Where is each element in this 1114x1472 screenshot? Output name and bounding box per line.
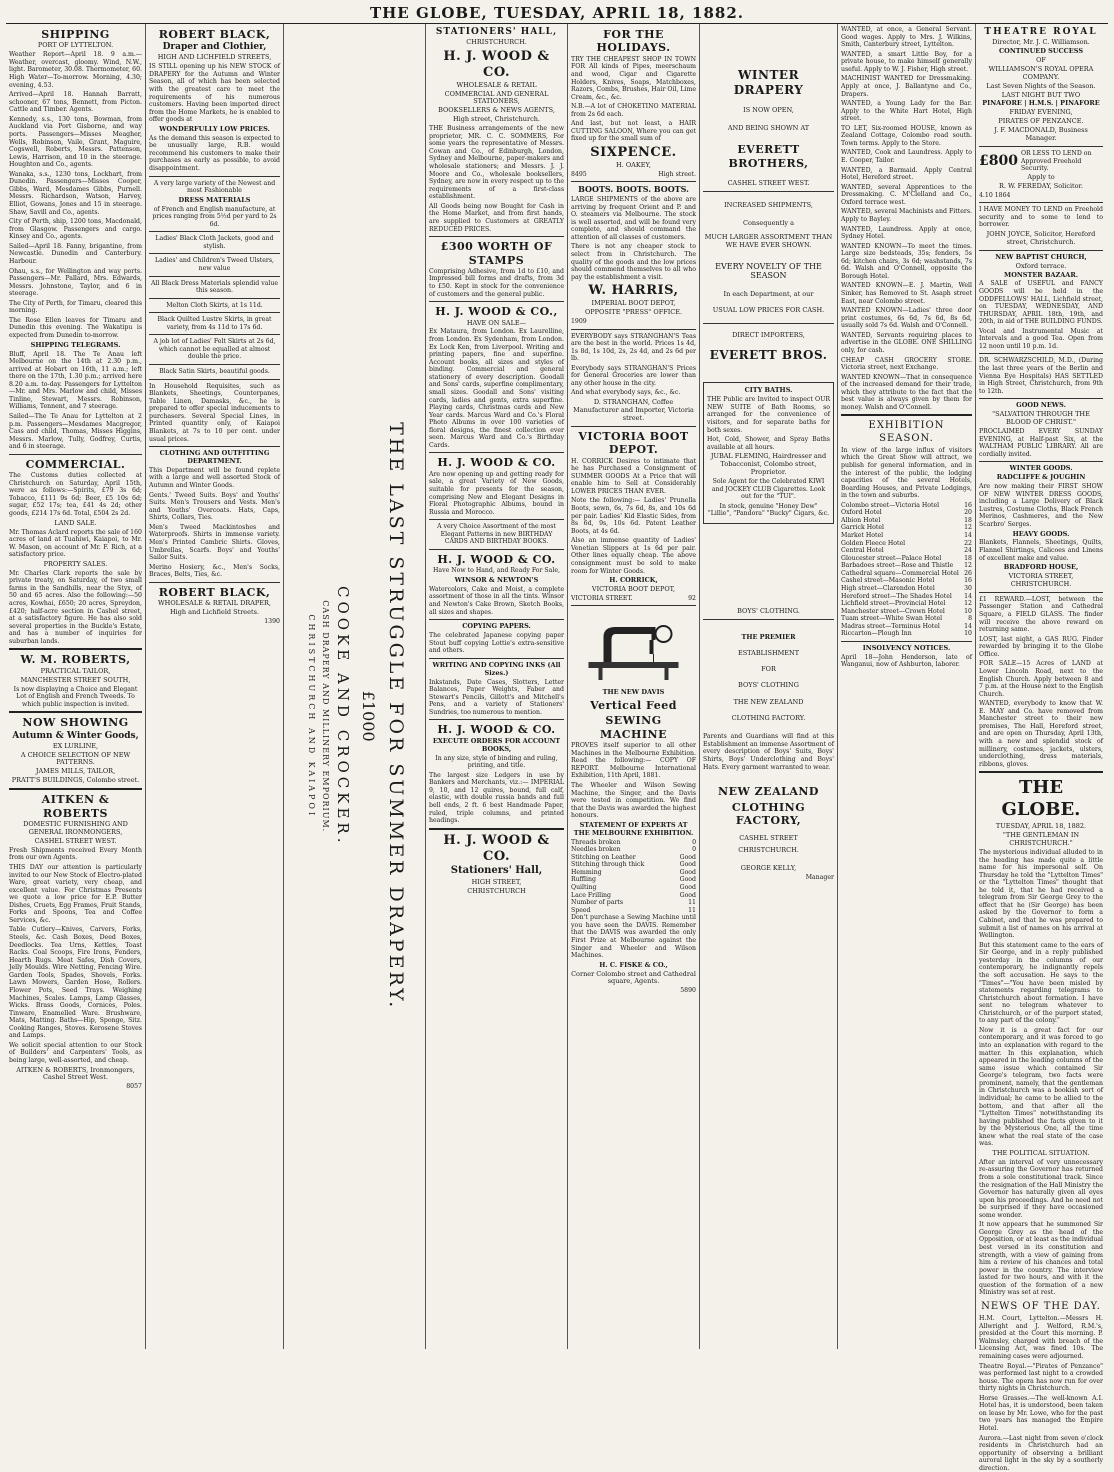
victoria-heading: VICTORIA BOOT DEPOT. — [578, 429, 689, 457]
shipping-note-1: The City of Perth, for Timaru, cleared this morning. — [9, 299, 142, 315]
radcliffe-text-1: Are now making their FIRST SHOW OF NEW WINTER DRESS GOODS, including a Large Delivery of Black Lustres, Costume Cloths, Black French Merinos, Cashmeres, and the New Scarbro' Serges. — [979, 483, 1103, 528]
may-text: WANTED, everybody to know that W. E. MAY and Co. have removed from Manchester street to their new premises, The Hall, Hereford street, and are open on Thursday, April 13th, with a new and splendid stock of millinery, costumes, jackets, ulsters, underclothing, dress materials, ribbons, gloves. — [979, 700, 1103, 768]
wood-text-12: The largest size Ledgers in use by Bankers and Merchants, viz.:— IMPERIAL 9, 10, and 12 quires, bound, full calf, elastic, with double russia bands and full bell ends, 2 ft. 6 best Handmade Paper, ruled, triple columns, and printed headings. — [429, 771, 564, 825]
hotel-row: Cashel street—Masonic Hotel 16 — [841, 577, 972, 585]
hotel-row: Manchester street—Crown Hotel 10 — [841, 607, 972, 615]
wood-sub-1: WHOLESALE & RETAIL — [456, 80, 537, 89]
reward-text: £1 REWARD.—LOST, between the Passenger Station and Cathedral Square, a FIELD GLASS. The finder will receive the above reward on returning same. — [979, 595, 1103, 634]
heavy-goods: HEAVY GOODS. — [1012, 529, 1070, 538]
hotel-row: Barbadoes street—Rose and Thistle 12 — [841, 562, 972, 570]
bazaar-heading: MONSTER BAZAAR. — [1004, 270, 1078, 279]
wanted-ad: WANTED KNOWN—E. J. Martin, Well Sinker, has Removed to St. Asaph street East, near Colombo street. — [841, 282, 972, 305]
wood-winsor: WINSOR & NEWTON'S — [454, 575, 539, 584]
wanted-ad: MACHINIST WANTED for Dressmaking. Apply at once, J. Ballantyne and Co., Drapers. — [841, 75, 972, 98]
loan-text: OR LESS TO LEND on Approved Freehold Security. — [1020, 150, 1092, 173]
theatre-company: WILLIAMSON'S ROYAL OPERA COMPANY. — [988, 64, 1094, 81]
black-text-8: Melton Cloth Skirts, at 1s 11d. — [166, 301, 263, 309]
political-text-2: It now appears that he summoned Sir George Grey as the head of the Opposition, or at least as the individual best versed in its constitution and strength, with a view of gaining from him a review of his chances and total power in the country. The interview lasted for two hours, and with it the question of the formation of a new Ministry was set at rest. — [979, 1221, 1103, 1297]
wood-text-2: All Goods being now Bought for Cash in the Home Market, and from first hands, are supplied to Customers at GREATLY REDUCED PRICES. — [429, 202, 564, 233]
harris-address: OPPOSITE "PRESS" OFFICE. — [584, 308, 683, 317]
black-signature: ROBERT BLACK, — [158, 585, 271, 599]
davis-text-1: PROVES itself superior to all other Machines in the Melbourne Exhibition. Read the following:— COPY OF REPORT. Melbourne International Exhibition, 11th April, 1881. — [571, 742, 696, 780]
davis-sewing: SEWING MACHINE — [600, 714, 667, 741]
usual-prices: USUAL LOW PRICES FOR CASH. — [712, 305, 825, 314]
baptist-heading: NEW BAPTIST CHURCH, — [995, 252, 1087, 261]
wood-copying: COPYING PAPERS. — [462, 622, 531, 631]
wanted-ad: WANTED, several Machinists and Fitters. Apply to Bayley. — [841, 208, 972, 223]
everett-brothers: EVERETT BROTHERS, — [728, 143, 809, 170]
aitken-number: 8057 — [126, 1083, 142, 1091]
bazaar-text-2: Vocal and Instrumental Music at Intervals and a good Tea. Open from 12 noon until 10 p.m. 1d. — [979, 327, 1103, 350]
hotel-row: Golden Fleece Hotel 22 — [841, 539, 972, 547]
column-wanted — [838, 24, 976, 1349]
winter-now-open: IS NOW OPEN, — [743, 106, 794, 115]
each-department: In each Department, at our — [723, 290, 814, 299]
theatre-heading: THEATRE ROYAL — [984, 27, 1098, 37]
corrick-address: VICTORIA STREET. — [571, 594, 633, 602]
wanted-ad: WANTED, a Barmaid. Apply Central Hotel, Hereford street. — [841, 166, 972, 182]
now-showing-heading: NOW SHOWING — [22, 716, 129, 730]
boys-text: Parents and Guardians will find at this Establishment an immense Assortment of every description of Boys' Suits, Boys' Shirts, Boys' Underclothing and Boys' Hats. Every garment warranted to wear. — [703, 733, 834, 771]
black-address: HIGH AND LICHFIELD STREETS, — [157, 53, 272, 62]
result-row: Needles broken 0 — [571, 846, 696, 854]
arrival-2: Kennedy, s.s., 130 tons, Bowman, from Auckland via Port Gisborne, and way ports. Passengers—Misses Meagher, Wells, Robinson, Vaile, Grant, Maguire, Cogswell, Roberts, Messrs. Pattenson, Lewis, Harrison, and 10 in the steerage. Houghton and Co., agents. — [9, 115, 142, 169]
nz-cashel: CASHEL STREET — [739, 834, 798, 843]
theatre-director: Director, Mr. J. C. Williamson. — [992, 37, 1090, 46]
black-signature-2: WHOLESALE & RETAIL DRAPER, — [157, 599, 271, 608]
stranghan-text-3: And what everybody says, &c., &c. — [571, 389, 681, 397]
harris-text-2: There is not any cheaper stock to select from in Christchurch. The quality of the goods and the low prices should commend themselves to all who pay the establishment a visit. — [571, 243, 696, 281]
davis-statement: STATEMENT OF EXPERTS AT THE MELBOURNE EXHIBITION. — [573, 820, 694, 837]
hotel-row: Tuam street—White Swan Hotel 8 — [841, 615, 972, 623]
theatre-of: OF — [1036, 55, 1046, 64]
roberts-name: W. M. ROBERTS, — [20, 653, 131, 667]
theatre-manager: J. F. MACDONALD, Business Manager. — [994, 126, 1088, 143]
black-text-11: Black Satin Skirts, beautiful goods. — [159, 368, 270, 376]
political-text-1: After an interval of very unnecessary re-assuring the Governor has returned from a sole constitutional track. Since the resignation of the Hall Ministry the Governor has naturally given all eyes upon his proceedings. And he need not be surprised if they have occasioned some wonder. — [979, 1158, 1103, 1219]
wood-footer-city: CHRISTCHURCH — [467, 886, 526, 895]
harris-sub: IMPERIAL BOOT DEPOT, — [591, 299, 676, 308]
wood-text-10: Inkstands, Date Cases, Slotters, Letter Balances, Paper Weights, Faber and Stewart's Pencils, Gillott's and Mitchell's Pens, and a variety of Stationers' Sundries, too numerous to mention. — [429, 678, 564, 716]
davis-results — [571, 839, 696, 915]
wanted-ad: CHEAP CASH GROCERY STORE. Victoria street, next Exchange. — [841, 356, 972, 372]
wood-sub-3: BOOKSELLERS & NEWS AGENTS, — [438, 106, 555, 115]
exhibition-heading: EXHIBITION SEASON. — [868, 420, 945, 444]
hotel-list — [841, 502, 972, 638]
column-shipping — [6, 24, 146, 1349]
black-sub: Draper and Clothier, — [162, 42, 267, 53]
premier-2: ESTABLISHMENT — [737, 648, 800, 657]
wanted-ad: WANTED, Cook and Laundress. Apply to E. Cooper, Tailor. — [841, 149, 972, 164]
davis-heading: THE NEW DAVIS — [602, 688, 665, 697]
aitken-list: Table Cutlery—Knives, Carvers, Forks, Steels, &c. Cash Boxes, Deed Boxes, Deedlocks. Tea Urns, Kettles, Toast Racks. Coal Scoops, Fire Irons, Fenders, Hearth Rugs. Meat Safes, Dish Covers, Jelly Moulds. Wire Netting, Fencing Wire. Garden Tools, Spades, Shovels, Forks. Lawn Mowers, Garden Hose, Rollers. Flower Pots, Seed Trays. Weighing Machines, Scales. Lamps, Lamp Glasses, Wicks. Brass Goods, Cornices, Poles. Tinware, Enamelled Ware. Brushware, Mats, Matting. Baths—Hip, Sponge, Sitz. Cooking Ranges, Stoves. Kerosene Stoves and Lamps. — [9, 926, 142, 1040]
winter-drapery: WINTER DRAPERY — [733, 68, 804, 97]
wood-sub-2: COMMERCIAL AND GENERAL STATIONERS, — [444, 89, 549, 106]
wood-name: H. J. WOOD & CO. — [443, 48, 550, 80]
port-heading: PORT OF LYTTELTON. — [37, 41, 114, 50]
wanted-ad: WANTED, several Apprentices to the Dressmaking. C. M'Clelland and Co., Oxford terrace west. — [841, 183, 972, 206]
wood-city: CHRISTCHURCH. — [466, 37, 527, 46]
exhibition-text: In view of the large influx of visitors which the Great Show will attract, we publish for general information, and in the interest of the public, the lodging capacities of the several Hotels, Boarding Houses, and Private Lodgings, in the town and suburbs. — [841, 446, 972, 500]
wood-footer-name: H. J. WOOD & CO. — [443, 832, 550, 864]
good-news: GOOD NEWS. — [1016, 401, 1066, 410]
loan-fereday: R. W. FEREDAY, Solicitor. — [998, 181, 1084, 190]
hotel-row: Madras street—Terminus Hotel 14 — [841, 622, 972, 630]
wanted-ad: WANTED, Laundress. Apply at once, Sydney Hotel. — [841, 225, 972, 241]
corrick-text-3: Also an immense quantity of Ladies' Venetian Slippers at 1s 6d per pair. Other lines equally cheap. The above consignment must be sold to make room for Winter Goods. — [571, 537, 696, 575]
black-signature-3: High and Lichfield Streets. — [169, 608, 260, 617]
result-row: Stitching through thick Good — [571, 861, 696, 869]
vert-sub: CASH DRAPERY AND MILLINERY EMPORIUM. — [321, 600, 331, 833]
hotel-row: Market Hotel 14 — [841, 532, 972, 539]
black-title: ROBERT BLACK, — [158, 28, 271, 41]
davis-text-2: The Wheeler and Wilson Sewing Machine, the Singer, and the Davis were tested in competition. We find that the Davis was awarded the highest honours. — [571, 781, 696, 820]
for-sale-text: FOR SALE—15 Acres of LAND at Lower Lincoln Road, next to the English Church. Apply between 8 and 7 p.m. at the House next to the English Church. — [979, 660, 1103, 698]
corrick-number: 92 — [688, 594, 696, 602]
theatre-pinafore: PINAFORE | H.M.S. | PINAFORE — [982, 99, 1100, 108]
black-text-12: In Household Requisites, such as Blankets, Sheetings, Counterpanes, Table Linen, Damasks, &c., he is prepared to offer special inducements to purchasers. Several Special Lines, in Printed quantity only, of Kaiapoi Blankets, at 7s to 10 per cent. under usual prices. — [149, 382, 280, 443]
aitken-text-2: THIS DAY our attention is particularly invited to our New Stock of Electro-plated Ware, great variety, very cheap, and excellent value. For Christmas Presents we quote a low price for E.P. Butter Dishes, Cruets, Egg Frames, Fruit Stands, Forks and Spoons, Tea and Coffee Services, &c. — [9, 863, 142, 924]
insolvency-text: April 18—John Henderson, late of Wanganui, now of Ashburton, laborer. — [841, 653, 972, 669]
wood-name-4: H. J. WOOD & CO. — [437, 552, 556, 566]
oakey-text-1: TRY THE CHEAPEST SHOP IN TOWN FOR All kinds of Pipes, meerschaum and wood, Cigar and Cigarette Holders, Knives, Soaps, Matchboxes, Razors, Combs, Brushes, Hair Oil, Lime Cream, &c., &c. — [571, 55, 696, 101]
joyce-name: JOHN JOYCE, Solicitor, Hereford street, Christchurch. — [986, 229, 1096, 246]
aitken-text-1: Fresh Shipments received Every Month from our own Agents. — [9, 846, 142, 862]
black-text-9: Black Quilted Lustre Skirts, in great variety, from 4s 11d to 17s 6d. — [157, 316, 272, 331]
gentleman-text-1: The mysterious individual alluded to in the heading has made quite a little name for his impersonal self. On Thursday he told the "Lyttelton Times" or the "Lyttelton Times" thought that he told it, that he had received a telegram from Sir George Grey to the effect that he (Sir George) has been asked by the Governor to form a Cabinet, and that he was prepared to submit a list of names on his arrival at Wellington. — [979, 848, 1103, 940]
wood-footer-sub: Stationers' Hall, — [450, 865, 543, 877]
hotel-row: Colombo street—Victoria Hotel 16 — [841, 501, 972, 509]
roberts-address: MANCHESTER STREET SOUTH, — [20, 675, 131, 684]
column-cooke-crocker — [284, 24, 426, 1349]
theatre-two: LAST NIGHT BUT TWO — [1001, 90, 1081, 99]
roberts-trade: PRACTICAL TAILOR, — [40, 666, 111, 675]
nz-3: NEW ZEALAND — [718, 785, 819, 799]
wanted-list — [841, 26, 972, 411]
lost-text: LOST, last night, a GAS RUG. Finder rewarded by bringing it to the Globe Office. — [979, 635, 1103, 658]
wanted-ad: WANTED KNOWN—To meet the times. Large size bedsteads, 35s; fenders, 5s 6d; kitchen chairs, 3s 6d; washstands, 7s 6d. Walsh and O'Connell, opposite the Borough Hotel. — [841, 242, 972, 280]
vertical-advert — [287, 26, 422, 1336]
oakey-text-3: And last, but not least, a HAIR CUTTING SALOON, Where you can get fixed up for the small sum of — [571, 120, 696, 143]
news-heading: NEWS OF THE DAY. — [981, 1300, 1101, 1312]
telegram-2: Sailed—The Te Anau for Lyttelton at 2 p.m. Passengers—Mesdames Macgregor, Cass and child, Thomas, Misses Higgins, Messrs. Marlow, Tully, Godfrey, Curtis, and 6 in steerage. — [9, 413, 142, 451]
result-row: Speed 11 — [571, 906, 696, 914]
black-text-3: A very large variety of the Newest and most Fashionable — [153, 179, 276, 195]
column-robert-black — [146, 24, 284, 1349]
city-baths-text-4: In stock, genuine "Honey Dew" "Lillie", "Pandora" "Bucky" Cigars, &c. — [707, 502, 830, 518]
sewing-machine-illustration — [571, 612, 696, 682]
masthead: THE GLOBE, TUESDAY, APRIL 18, 1882. — [6, 4, 1108, 24]
everett-bros: EVERETT BROS. — [709, 347, 828, 362]
black-text-16: Merino Hosiery, &c., Men's Socks, Braces, Belts, Ties, &c. — [149, 563, 280, 579]
result-row: Lace Frilling Good — [571, 891, 696, 899]
column-holidays — [568, 24, 700, 1349]
black-text-5: Ladies' Black Cloth Jackets, good and stylish. — [155, 235, 274, 250]
land-sale-heading: LAND SALE. — [54, 518, 97, 527]
black-text-15: Men's Tweed Mackintoshes and Waterproofs. Shirts in immense variety. Men's Printed Cambric Shirts. Gloves, Umbrellas, Scarfs. Boys' and Youths' Sailor Suits. — [149, 523, 280, 562]
premier-3: BOYS' CLOTHING — [738, 680, 799, 689]
city-baths-text-2: Hot, Cold, Shower, and Spray Baths available at all hours. — [707, 436, 830, 451]
salvation: "SALVATION THROUGH THE BLOOD OF CHRIST." — [992, 410, 1090, 427]
boots-heading: BOOTS. BOOTS. BOOTS. — [578, 184, 689, 195]
wood-footer-address: HIGH STREET, — [471, 877, 522, 886]
wanted-ad: WANTED KNOWN—Ladies' three door print costumes, 6s 6d, 7s 6d, 8s 6d, usually sold 7s 6d. Walsh and O'Connell. — [841, 307, 972, 330]
news-item: H.M. Court, Lyttelton.—Messrs H. Allwright and J. Welford, R.M.'s, presided at the Court this morning. P. Walmsley, charged with breach of the Licensing Act, was fined 10s. The remaining cases were adjourned. — [979, 1315, 1103, 1360]
result-row: Threads broken 0 — [571, 838, 696, 846]
column-everett — [700, 24, 838, 1349]
wood-text-6: A very Choice Assortment of the most Elegant Patterns in new BIRTHDAY CARDS AND BIRTHDAY BOOKS. — [437, 523, 556, 546]
hotel-row: Lichfield street—Provincial Hotel 12 — [841, 600, 972, 608]
wood-name-3: H. J. WOOD & CO. — [437, 456, 556, 470]
telegram-1: Bluff, April 18. The Te Anau left Melbourne on the 14th at 2.30 p.m., arrived at Hobart on 16th, 11 a.m.; left there on the 17th, 1.30 p.m.; arrived here 8.20 a.m. to-day. Passengers for Lyttelton—Mr. and Mrs. Marlow and child, Misses Tinline, Stewart, Messrs. Robinson, Williams, Tennent, and 7 steerage. — [9, 350, 142, 411]
black-text-1: IS STILL opening up his NEW STOCK of DRAPERY for the Autumn and Winter Season, all of which has been selected with the greatest care to meet the requirements of his numerous customers. Having been imported direct from the Home Markets, he is enabled to offer goods at — [149, 63, 280, 124]
theatre-pirates: PIRATES OF PENZANCE. — [998, 117, 1084, 126]
commercial-heading: COMMERCIAL. — [25, 457, 126, 471]
vert-firm: COOKE AND CROCKER. — [334, 585, 353, 847]
wanted-ad: WANTED, Servants requiring places to advertise in the GLOBE. ONE SHILLING only, for cash. — [841, 331, 972, 354]
news-item: Aurora.—Last night from seven o'clock residents in Christchurch had an opportunity of observing a brilliant auroral light in the sky by a southerly direction. — [979, 1434, 1103, 1472]
result-row: Ruffling Good — [571, 876, 696, 884]
nz-4: CLOTHING FACTORY, — [731, 800, 806, 827]
sailed-2: Ohau, s.s., for Wellington and way ports. Passengers—Mr. Pallard, Mrs. Edwards, Messrs. Johnstone, Taylor, and 6 in steerage. — [9, 267, 142, 298]
shipping-heading: SHIPPING — [41, 28, 110, 41]
wood-title: STATIONERS' HALL, — [435, 27, 558, 37]
loan-amount: £800 — [979, 152, 1018, 169]
wanted-ad: WANTED KNOWN—That in consequence of the increased demand for their trade, which they attribute to the fact that the best value is always given by them for money. Walsh and O'Connell. — [841, 373, 972, 411]
vert-amount: £1000 — [359, 690, 379, 742]
globe-title: THE GLOBE. — [1001, 777, 1081, 821]
wanted-ad: WANTED, a smart Little Boy, for a private house, to make himself generally useful. Apply to W. J. Fisher, High street. — [841, 50, 972, 73]
stranghan-text-1: EVERYBODY says STRANGHAN'S Teas are the best in the world. Prices 1s 4d, 1s 8d, 1s 10d, 2s, 2s 4d, and 2s 6d per lb. — [571, 332, 696, 363]
harris-name: W. HARRIS, — [588, 283, 679, 299]
black-wonder: WONDERFULLY LOW PRICES. — [159, 124, 270, 133]
black-text-4: of French and English manufacture, at prices ranging from 5½d per yard to 2s 6d. — [152, 205, 277, 228]
radcliffe-joughin: RADCLIFFE & JOUGHIN — [996, 473, 1086, 482]
wood-name-5: H. J. WOOD & CO. — [437, 723, 556, 737]
result-row: Quilting Good — [571, 884, 696, 892]
hotel-row: Cathedral square—Commercial Hotel 26 — [841, 569, 972, 577]
hotel-row: Riccarton—Plough Inn 10 — [841, 630, 972, 638]
oakey-number: 8495 — [571, 170, 587, 178]
telegrams-heading: SHIPPING TELEGRAMS. — [30, 340, 121, 349]
arrival-1: Arrived—April 18. Hannah Barratt, schooner, 67 tons, Bennett, from Picton. Cattle and Timber. Agents. — [9, 91, 142, 114]
much-larger: MUCH LARGER ASSORTMENT THAN WE HAVE EVER SHOWN. — [704, 232, 833, 249]
davis-text-3: Don't purchase a Sewing Machine until you have seen the DAVIS. Remember that the DAVIS was awarded the only First Prize at Melbourne against the Singer and Wheeler and Wilson Machines. — [571, 914, 696, 960]
hotel-row: Oxford Hotel 20 — [841, 509, 972, 517]
news-item: Horse Grasses.—The well-known A.I. Hotel has, it is understood, been taken on lease by Mr. Lowe, who for the past two years has managed the Empire Hotel. — [979, 1394, 1103, 1432]
stranghan-signature: D. STRANGHAN, Coffee Manufacturer and Importer, Victoria street. — [573, 398, 694, 422]
corrick-text-2: Note the following:— Ladies' Prunella Boots, sewn, 6s, 7s 6d, 8s, and 10s 6d per pair. Ladies' Kid Elastic Sides, from 8s 6d, 9s, 10s 6d. Patent Leather Boots, at 4s 6d. — [571, 497, 696, 535]
wood-execute: EXECUTE ORDERS FOR ACCOUNT BOOKS, — [432, 736, 561, 753]
insolvency-heading: INSOLVENCY NOTICES. — [862, 643, 951, 652]
vert-city: CHRISTCHURCH AND KAIAPOI — [307, 614, 317, 819]
loan-number: 4.10 1864 — [979, 191, 1011, 199]
theatre-success: CONTINUED SUCCESS — [998, 46, 1084, 55]
black-text-14: Gents.' Tweed Suits. Boys' and Youths' Suits. Men's Trousers and Vests. Men's and Youths' Overcoats. Hats, Caps, Shirts, Collars, Ties. — [149, 491, 280, 522]
wood-text-8: Watercolors, Cake and Moist, a complete assortment of those in all the tints. Winsor and Newton's Cake Brown, Sketch Books, all sizes and shapes. — [429, 585, 564, 616]
radcliffe-text-2: Blankets, Flannels, Sheetings, Quilts, Flannel Shirtings, Calicoes and Linens of excellent make and value. — [979, 539, 1103, 562]
harris-number: 1909 — [571, 317, 587, 325]
roberts-text: Is now displaying a Choice and Elegant Lot of English and French Tweeds. To which public inspection is invited. — [13, 685, 138, 708]
news-item: Theatre Royal.—"Pirates of Penzance" was performed last night to a crowded house. The opera has now run for over thirty nights in Christchurch. — [979, 1362, 1103, 1393]
black-text-2: As the demand this season is expected to be unusually large, R.B. would recommend his customers to make their purchases as early as possible, to avoid disappointment. — [149, 134, 280, 172]
gentleman-text-3: Now it is a great fact for our contemporary, and it was forced to go into an explanation with regard to the matter. In this explanation, which appeared in the leading columns of the same issue which contained Sir George's telegram, two facts were prominent, namely, that the gentleman in Christchurch was a bookish sort of individual; he came to be allied to the bottom, and that after all the "Lyttelton Times" notwithstanding its having published the facts given to it by the Mysterious One, all the time knew what the real state of the case was. — [979, 1026, 1103, 1148]
every-novelty: EVERY NOVELTY OF THE SEASON — [715, 261, 822, 281]
political-heading: THE POLITICAL SITUATION. — [992, 1148, 1090, 1157]
now-showing-ship: EX LURLINE, — [52, 741, 99, 750]
direct-importers: DIRECT IMPORTERS, — [732, 330, 805, 339]
wood-text-7: Have Now to Hand, and Ready For Sale, — [433, 567, 560, 575]
fiske-address: Corner Colombo street and Cathedral square, Agents. — [571, 969, 696, 986]
black-text-10: A job lot of Ladies' Felt Skirts at 2s 6d, which cannot be equalled at almost double the price. — [153, 338, 276, 361]
wood-text-3: Comprising Adhesive, from 1d to £10, and Impressed bill forms and drafts, from 3d to £50. Kept in stock for the convenience of customers and the general public. — [429, 267, 564, 298]
now-showing-tailor: JAMES MILLS, TAILOR, — [35, 767, 116, 776]
premier-1: THE PREMIER — [741, 632, 796, 641]
wanted-ad: WANTED, a Young Lady for the Bar. Apply to the White Hart Hotel, High street. — [841, 100, 972, 123]
hotel-row: Albion Hotel 18 — [841, 516, 972, 524]
boys-clothing: BOYS' CLOTHING. — [737, 606, 800, 615]
wanted-ad: TO LET, Six-roomed HOUSE, known as Zealand Cottage, Colombo road south. Town terms. Apply to the Store. — [841, 124, 972, 147]
wood-text-4: Ex Mataura, from London. Ex Laurelline, from London. Ex Sydenham, from London. Ex Lock Ken, from Liverpool. Writing and printing papers, fine and superfine. Account books, all sizes and styles of binding. Commercial and general stationery of every description. Goodall and Sons' cards, superfine complimentary, small sizes. Goodall and Sons' visiting cards, ladies and gents, extra superfine. Playing cards, Christmas cards and New Year cards. Marcus Ward and Co.'s Floral Photo Albums in over 100 varieties of floral designs, the finest collection ever seen. Marcus Ward and Co.'s Birthday Cards. — [429, 328, 564, 449]
aitken-address: CASHEL STREET WEST. — [34, 836, 117, 845]
hotel-row: Hereford street—The Shades Hotel 14 — [841, 592, 972, 600]
city-baths-heading: CITY BATHS. — [744, 386, 793, 395]
nz-1: THE NEW ZEALAND — [733, 698, 804, 707]
hotel-row: Garrick Hotel 12 — [841, 524, 972, 532]
result-row: Number of parts 11 — [571, 899, 696, 907]
vert-heading: THE LAST STRUGGLE FOR SUMMER DRAPERY. — [385, 422, 408, 1011]
schwarzschild-text: DR. SCHWARZSCHILD, M.D., (During the last three years of the Berlin and Vienna Eye Hospitals) HAS SETTLED in High Street, Christchurch, from 9th to 12th. — [979, 357, 1103, 395]
winter-goods: WINTER GOODS. — [1009, 464, 1073, 473]
theatre-friday: FRIDAY EVENING, — [1009, 108, 1073, 117]
nz-2: CLOTHING FACTORY. — [731, 714, 806, 723]
nz-city: CHRISTCHURCH. — [738, 846, 799, 855]
aitken-signature: AITKEN & ROBERTS, Ironmongers, Cashel Street West. — [16, 1065, 135, 1082]
city-baths-text-3: Sole Agent for the Celebrated KIWI and JOCKEY CLUB Cigarettes. Look out for the "TUI". — [711, 478, 826, 501]
aitken-text-3: We solicit special attention to our Stock of Builders' and Carpenters' Tools, as being large, well-assorted, and cheap. — [9, 1041, 142, 1064]
theatre-last: Last Seven Nights of the Season. — [986, 81, 1096, 90]
jubal-fleming: JUBAL FLEMING, Hairdresser and Tobacconist, Colombo street, Proprietor. — [710, 452, 827, 477]
everett-address: CASHEL STREET WEST. — [727, 178, 810, 187]
now-showing-address: PRATT'S BUILDINGS, Colombo street. — [11, 776, 140, 785]
wood-sale: HAVE ON SALE— — [466, 318, 527, 327]
oakey-address: High street. — [658, 170, 696, 178]
consequently: Consequently a — [743, 218, 794, 227]
hotel-row: Central Hotel 24 — [841, 547, 972, 555]
oakey-name: H. OAKEY, — [616, 160, 651, 169]
sailed-1: Sailed—April 18. Fanny, brigantine, from Newcastle. Dunedin and Canterbury. Harbour. — [9, 242, 142, 265]
premier-for: FOR — [761, 664, 776, 673]
corrick-sub: VICTORIA BOOT DEPOT, — [591, 584, 676, 593]
fiske-name: H. C. FISKE & CO., — [599, 960, 668, 969]
baptist-sub: Oxford terrace. — [1015, 261, 1067, 270]
shipping-note-2: The Rose Ellen leaves for Timaru and Dunedin this evening. The Wakatipu is expected from Dunedin to-morrow. — [9, 316, 142, 340]
holidays-heading: FOR THE HOLIDAYS. — [596, 28, 671, 55]
wood-name-2: H. J. WOOD & CO., — [435, 305, 558, 319]
wood-stamps: £300 WORTH OF STAMPS — [440, 240, 553, 267]
property-sales-text: Mr. Charles Clark reports the sale by private treaty, on Saturday, of two small farms in the Sandhills, near the Styx, of 50 and 65 acres. Also the following:—50 acres, Kowhai, £650; 20 acres, Spreydon, £420; half-acre section in Cashel street, at a satisfactory figure. He has also sold several properties in the Buckle's Estate, and has a number of inquiries for suburban lands. — [9, 569, 142, 645]
corrick-text-1: H. CORRICK Desires to intimate that he has Purchased a Consignment of SUMMER GOODS At a Price that will enable him to Sell at Considerably LOWER PRICES THAN EVER. — [571, 457, 696, 495]
salvation-text: PROCLAIMED EVERY SUNDAY EVENING, at Half-past Six, at the WALTHAM PUBLIC LIBRARY. All are cordially invited. — [979, 428, 1103, 458]
column-stationers — [426, 24, 568, 1349]
fiske-number: 5890 — [680, 987, 696, 995]
black-text-7: All Black Dress Materials splendid value this season. — [150, 279, 279, 295]
hotel-row: Gloucester street—Palace Hotel 18 — [841, 554, 972, 562]
stranghan-text-2: Everybody says STRANGHAN'S Prices for General Groceries are lower than any other house in the city. — [571, 364, 696, 387]
column-theatre-globe — [976, 24, 1106, 1472]
kelly-title: Manager — [805, 874, 834, 882]
black-clothing-heading: CLOTHING AND OUTFITTING DEPARTMENT. — [159, 449, 270, 465]
city-baths-box — [703, 382, 834, 523]
wanted-ad: WANTED, at once, a General Servant. Good wages. Apply to Mrs. J. Wilkins, Smith, Canterbury street, Lyttelton. — [841, 26, 972, 49]
arrival-3: Wanaka, s.s., 1230 tons, Lockhart, from Dunedin. Passengers—Misses Cooper, Gibbs, Ward, Mesdames Gibbs, Purnell. Messrs. Richardson, Watson, Harvey, Elliot, Gowans, Jones and 15 in steerage. Shaw, Savill and Co., agents. — [9, 170, 142, 216]
arrival-4: City of Perth, ship, 1200 tons, Macdonald, from Glasgow. Passengers and cargo. Kinsey and Co., agents. — [9, 218, 142, 241]
aitken-sub: DOMESTIC FURNISHING AND GENERAL IRONMONGERS, — [23, 820, 128, 836]
gentleman-text-2: But this statement came to the ears of Sir George, and in a reply published yesterday in the columns of our contemporary, he indignantly repels the soft accusation. He says to the "Times"—"You have been misled by statements regarding telegrams to Christchurch about formation. I have sent no telegram whatever to Christchurch, or of the purport stated, to any part of the colony." — [979, 941, 1103, 1025]
increased-shipments: INCREASED SHIPMENTS, — [724, 200, 813, 209]
joyce-text: I HAVE MONEY TO LEND on Freehold security and to some to lend to borrower. — [979, 206, 1103, 229]
wood-writing: WRITING AND COPYING INKS (All Sizes.) — [432, 660, 561, 677]
customs-report: The Customs duties collected at Christchurch on Saturday, April 15th, were as follows:—Spirits, £79 3s 6d; Tobacco, £111 9s 6d; Beer, £5 10s 6d; sugar, £52 17s; tea, £41 4s 2d; other goods, £214 17s 6d. Total, £504 2s 2d. — [9, 472, 142, 518]
black-text-13: This Department will be found replete with a large and well assorted Stock of Autumn and Winter Goods. — [149, 466, 280, 490]
winter-being-shown: AND BEING SHOWN AT — [727, 124, 810, 133]
result-row: Stitching on Leather Good — [571, 853, 696, 861]
property-sales-heading: PROPERTY SALES. — [43, 559, 108, 568]
black-text-6: Ladies' and Children's Tweed Ulsters, new value — [154, 257, 274, 272]
city-baths-text-1: THE Public are Invited to inspect OUR NEW SUITE of Bath Rooms, so arranged for the convenience of visitors, and for separate baths for both sexes. — [707, 396, 830, 434]
oakey-text-2: N.B.—A lot of CHOKETINO MATERIAL from 2s 6d each. — [571, 103, 696, 118]
kelly-name: GEORGE KELLY, — [740, 864, 797, 873]
wood-text-5: Are now opening up and getting ready for sale, a great Variety of New Goods, suitable for presents for the season, comprising New and Elegant Designs in Floral Photographic Albums, bound in Russia and Morocco. — [429, 470, 564, 516]
globe-date: TUESDAY, APRIL 18, 1882. — [995, 822, 1087, 831]
wood-text-11: In any size, style of binding and ruling, printing, and title. — [435, 754, 558, 770]
bazaar-text-1: A SALE of USEFUL and FANCY GOODS will be held in the ODDFELLOWS' HALL, Lichfield street, on TUESDAY, WEDNESDAY, AND THURSDAY, APRIL 18th, 19th, and 20th, in aid of THE BUILDING FUNDS. — [979, 280, 1103, 326]
aitken-heading: AITKEN & ROBERTS — [41, 793, 110, 820]
bradford-house: BRADFORD HOUSE, — [1003, 563, 1079, 572]
gentleman-heading: "THE GENTLEMAN IN CHRISTCHURCH." — [1002, 831, 1080, 848]
wood-text-9: The celebrated Japanese copying paper Stout buff copying Lottie's extra-sensitive and others. — [429, 632, 564, 655]
loan-apply: Apply to — [1027, 172, 1055, 181]
now-showing-sub: Autumn & Winter Goods, — [12, 730, 139, 741]
davis-sub: Vertical Feed — [590, 698, 677, 712]
land-sale-text: Mr. Thomas Aclard reports the sale of 160 acres of land at Tuahiwi, Kaiapoi, to Mr. W. Mason, on account of Mr. F. Rich, at a satisfactory price. — [9, 528, 142, 559]
wood-sub-4: High street, Christchurch. — [453, 115, 540, 124]
hotel-row: High street—Clarendon Hotel 30 — [841, 584, 972, 592]
result-row: Hemming Good — [571, 868, 696, 876]
black-dress: DRESS MATERIALS — [178, 195, 251, 204]
weather-report: Weather Report—April 18. 9 a.m.—Weather, overcast, gloomy. Wind, N.W., light. Barometer, 30.08. Thermometer, 60. High Water—To-morrow. Morning, 4.30; evening, 4.53. — [9, 51, 142, 89]
oakey-sixpence: SIXPENCE. — [590, 145, 677, 160]
corrick-name: H. CORRICK, — [609, 576, 658, 585]
wood-text-1: THE Business arrangements of the new proprietor, MR. C. C. SOMMERS, For some years the representative of Messrs. Cowan and Co., of Edinburgh, London, Sydney and Melbourne, paper-makers and wholesale stationers; and Messrs. J. J. Moore and Co., wholesale booksellers, Sydney, are now in every respect up to the requirements of a first-class establishment. — [429, 125, 564, 201]
columns — [6, 24, 1108, 1472]
black-number: 1390 — [264, 618, 280, 626]
bradford-address: VICTORIA STREET, CHRISTCHURCH. — [1008, 572, 1074, 588]
now-showing-choice: A CHOICE SELECTION OF NEW PATTERNS. — [20, 750, 131, 767]
harris-text-1: LARGE SHIPMENTS of the above are arriving by frequent Orient and P. and O. steamers via Melbourne. The stock is well assorted, and will be found very complete, and should command the attention of all classes of customers. — [571, 196, 696, 241]
